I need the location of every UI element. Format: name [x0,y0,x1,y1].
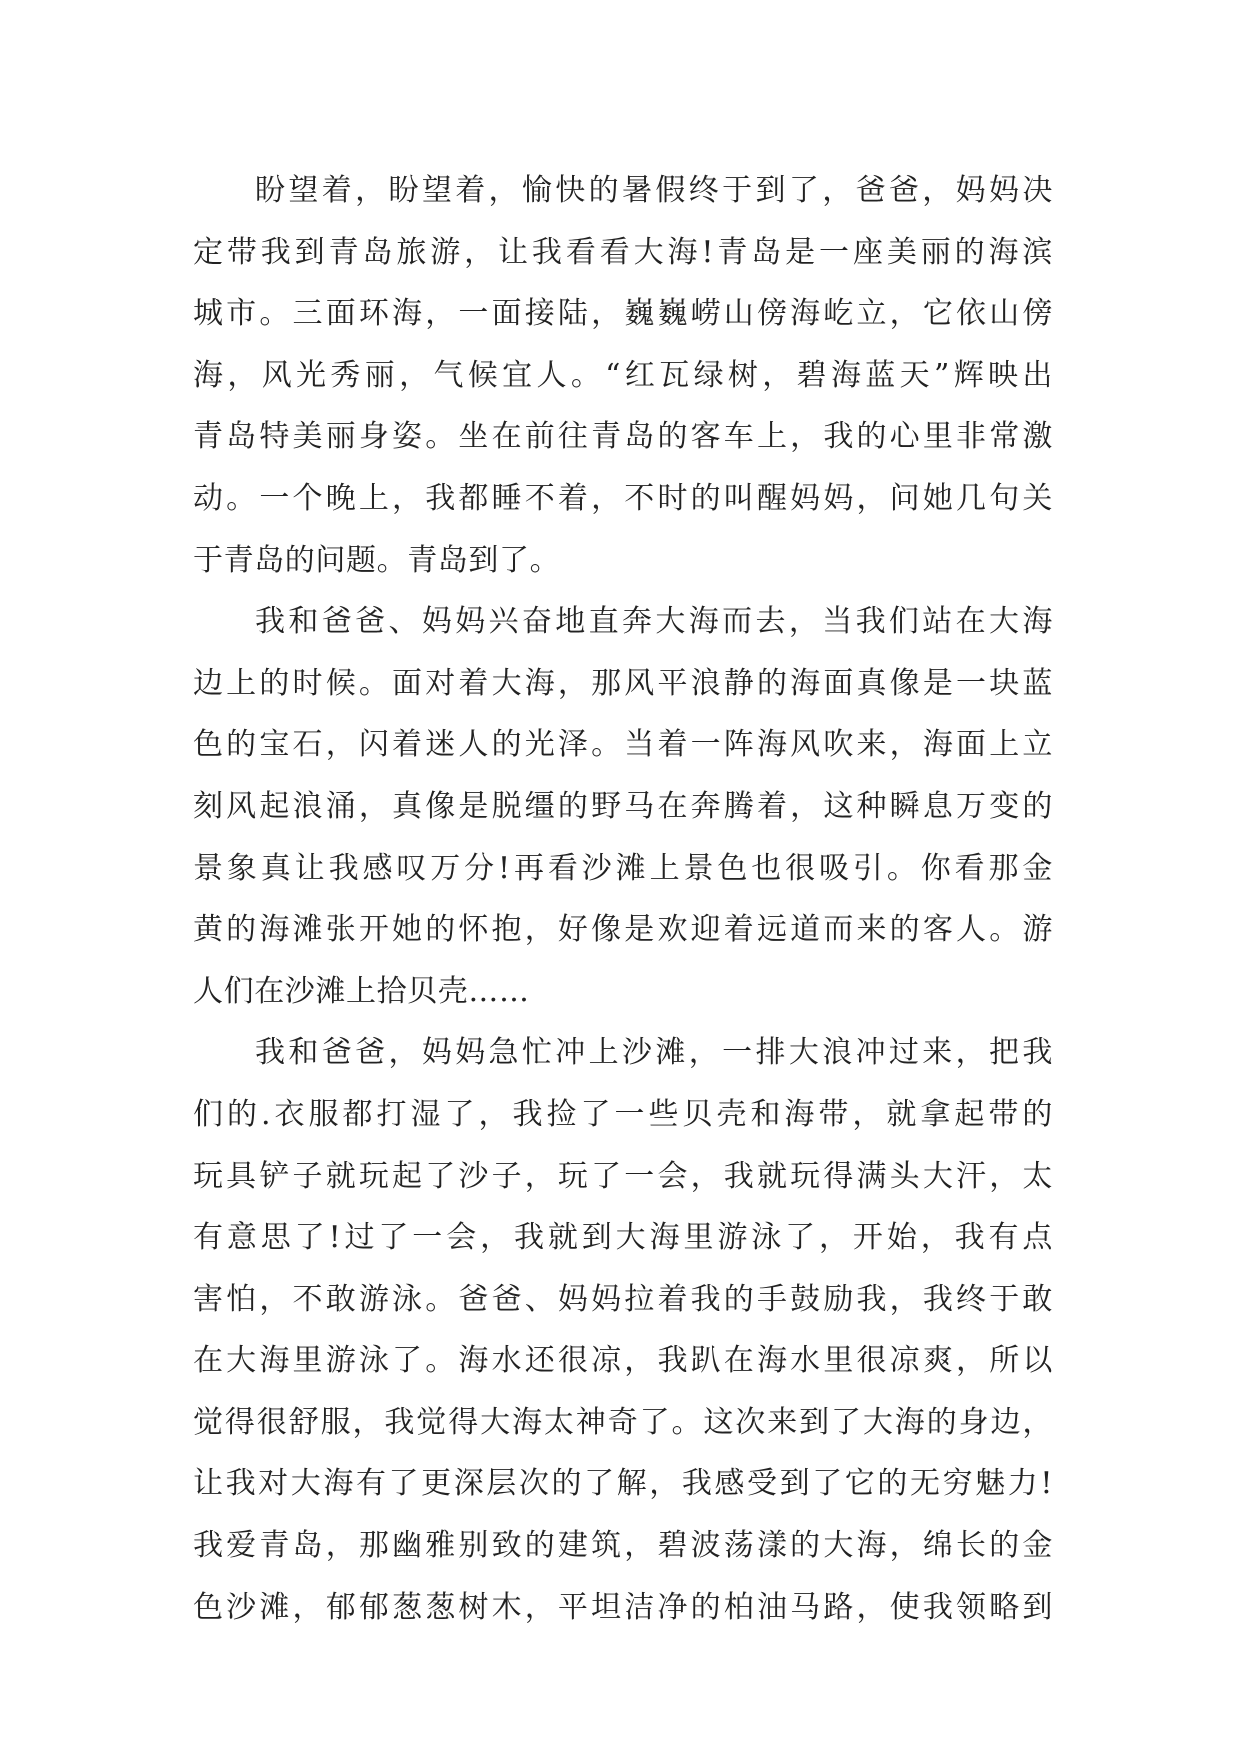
text-line-1: 盼望着，盼望着，愉快的暑假终于到了，爸爸，妈妈决 [255,173,1053,208]
text-line-18: 有意思了!过了一会，我就到大海里游泳了，开始，我有点 [193,1220,1053,1256]
text-line-24: 色沙滩，郁郁葱葱树木，平坦洁净的柏油马路，使我领略到 [193,1589,1053,1625]
text-line-6: 动。一个晚上，我都睡不着，不时的叫醒妈妈，问她几句关 [193,480,1053,516]
text-line-14: 人们在沙滩上拾贝壳…… [193,973,530,1009]
text-line-8: 我和爸爸、妈妈兴奋地直奔大海而去，当我们站在大海 [255,604,1053,640]
text-line-7: 于青岛的问题。青岛到了。 [193,542,561,578]
text-line-16: 们的.衣服都打湿了，我捡了一些贝壳和海带，就拿起带的 [193,1096,1053,1132]
text-line-11: 刻风起浪涌，真像是脱缰的野马在奔腾着，这种瞬息万变的 [193,788,1053,824]
text-line-3: 城市。三面环海，一面接陆，巍巍崂山傍海屹立，它依山傍 [193,296,1053,332]
text-line-19: 害怕，不敢游泳。爸爸、妈妈拉着我的手鼓励我，我终于敢 [193,1281,1053,1317]
text-line-9: 边上的时候。面对着大海，那风平浪静的海面真像是一块蓝 [193,665,1053,701]
text-line-5: 青岛特美丽身姿。坐在前往青岛的客车上，我的心里非常激 [193,419,1053,455]
text-line-4: 海，风光秀丽，气候宜人。“红瓦绿树，碧海蓝天”辉映出 [193,357,1053,393]
text-line-20: 在大海里游泳了。海水还很凉，我趴在海水里很凉爽，所以 [193,1343,1053,1379]
text-line-15: 我和爸爸，妈妈急忙冲上沙滩，一排大浪冲过来，把我 [255,1035,1053,1071]
text-line-13: 黄的海滩张开她的怀抱，好像是欢迎着远道而来的客人。游 [193,912,1053,948]
text-line-2: 定带我到青岛旅游，让我看看大海!青岛是一座美丽的海滨 [193,234,1053,270]
text-line-12: 景象真让我感叹万分!再看沙滩上景色也很吸引。你看那金 [193,850,1053,886]
essay-body [193,160,1053,1638]
text-line-23: 我爱青岛，那幽雅别致的建筑，碧波荡漾的大海，绵长的金 [193,1528,1053,1564]
text-line-10: 色的宝石，闪着迷人的光泽。当着一阵海风吹来，海面上立 [193,727,1053,763]
text-line-21: 觉得很舒服，我觉得大海太神奇了。这次来到了大海的身边， [193,1404,1053,1440]
text-line-22: 让我对大海有了更深层次的了解，我感受到了它的无穷魅力! [193,1466,1053,1502]
text-line-17: 玩具铲子就玩起了沙子，玩了一会，我就玩得满头大汗，太 [193,1158,1053,1194]
